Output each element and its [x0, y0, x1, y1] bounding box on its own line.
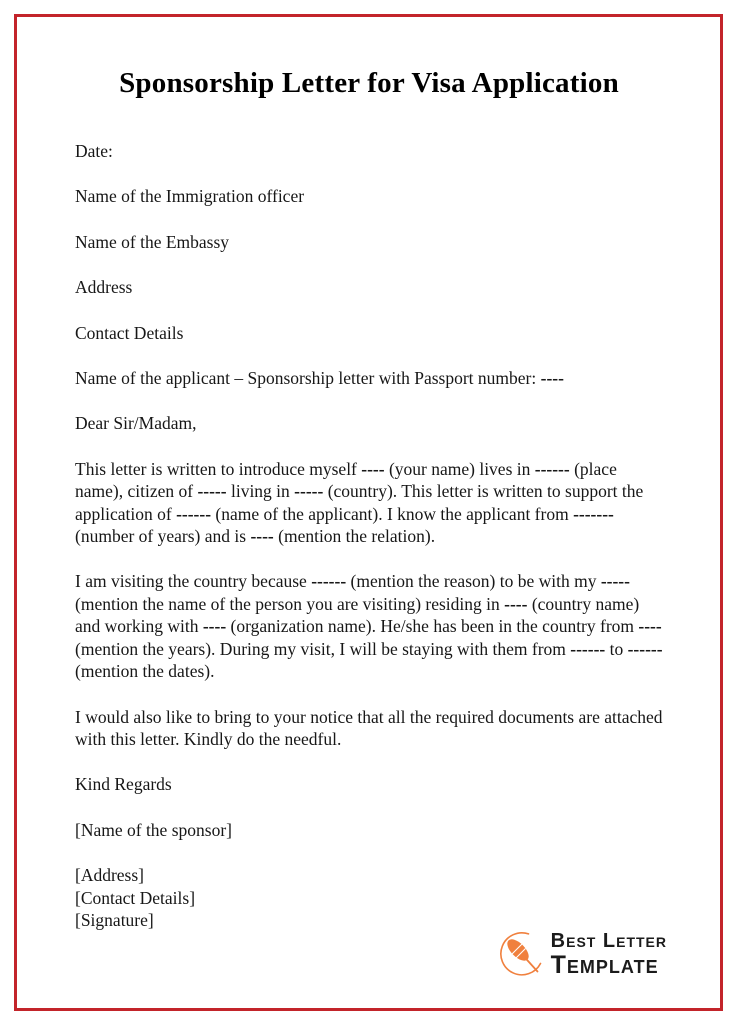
letter-line-immigration-officer: Name of the Immigration officer [75, 186, 305, 207]
letter-signature-signature: [Signature] [75, 909, 154, 930]
letter-signature-contact: [Contact Details] [75, 887, 196, 908]
letter-paragraph-intro: This letter is written to introduce myself ---- (your name) lives in ------ (place name), citizen of ----- living in ----- (country). This letter is written to support the application of ------ (name of the applicant). I know the applicant from ------- (number of years) and is ---- (mention the relation). [75, 458, 644, 547]
page-title: Sponsorship Letter for Visa Application [119, 67, 619, 99]
letter-paragraph-visit: I am visiting the country because ------ (mention the reason) to be with my ----- (mention the name of the person you are visiting) residing in ---- (country name) and working with ---- (organization name). He/she has been in the country from ---- (mention the years). During my visit, I will be staying with them from ------ to ------ (mention the dates). [75, 571, 663, 682]
letter-closing: Kind Regards [75, 774, 172, 795]
letter-line-address: Address [75, 277, 133, 298]
logo-line1: Best Letter [550, 929, 667, 952]
letter-line-contact-details: Contact Details [75, 322, 184, 343]
letter-line-applicant: Name of the applicant – Sponsorship letter with Passport number: ---- [75, 368, 564, 389]
letter-sponsor-name: [Name of the sponsor] [75, 819, 232, 840]
letter-page [17, 17, 720, 1008]
letter-paragraph-documents: I would also like to bring to your notice that all the required documents are attached with this letter. Kindly do the needful. [75, 706, 663, 749]
letter-line-date: Date: [75, 141, 113, 161]
letter-line-embassy: Name of the Embassy [75, 231, 230, 252]
letter-signature-address: [Address] [75, 865, 145, 886]
logo-line2: Template [550, 950, 659, 979]
page-frame [14, 14, 723, 1011]
brand-logo-text [551, 931, 667, 978]
feather-icon [498, 930, 546, 978]
letter-salutation: Dear Sir/Madam, [75, 413, 197, 434]
brand-logo [498, 930, 667, 978]
letter-body [75, 140, 663, 931]
